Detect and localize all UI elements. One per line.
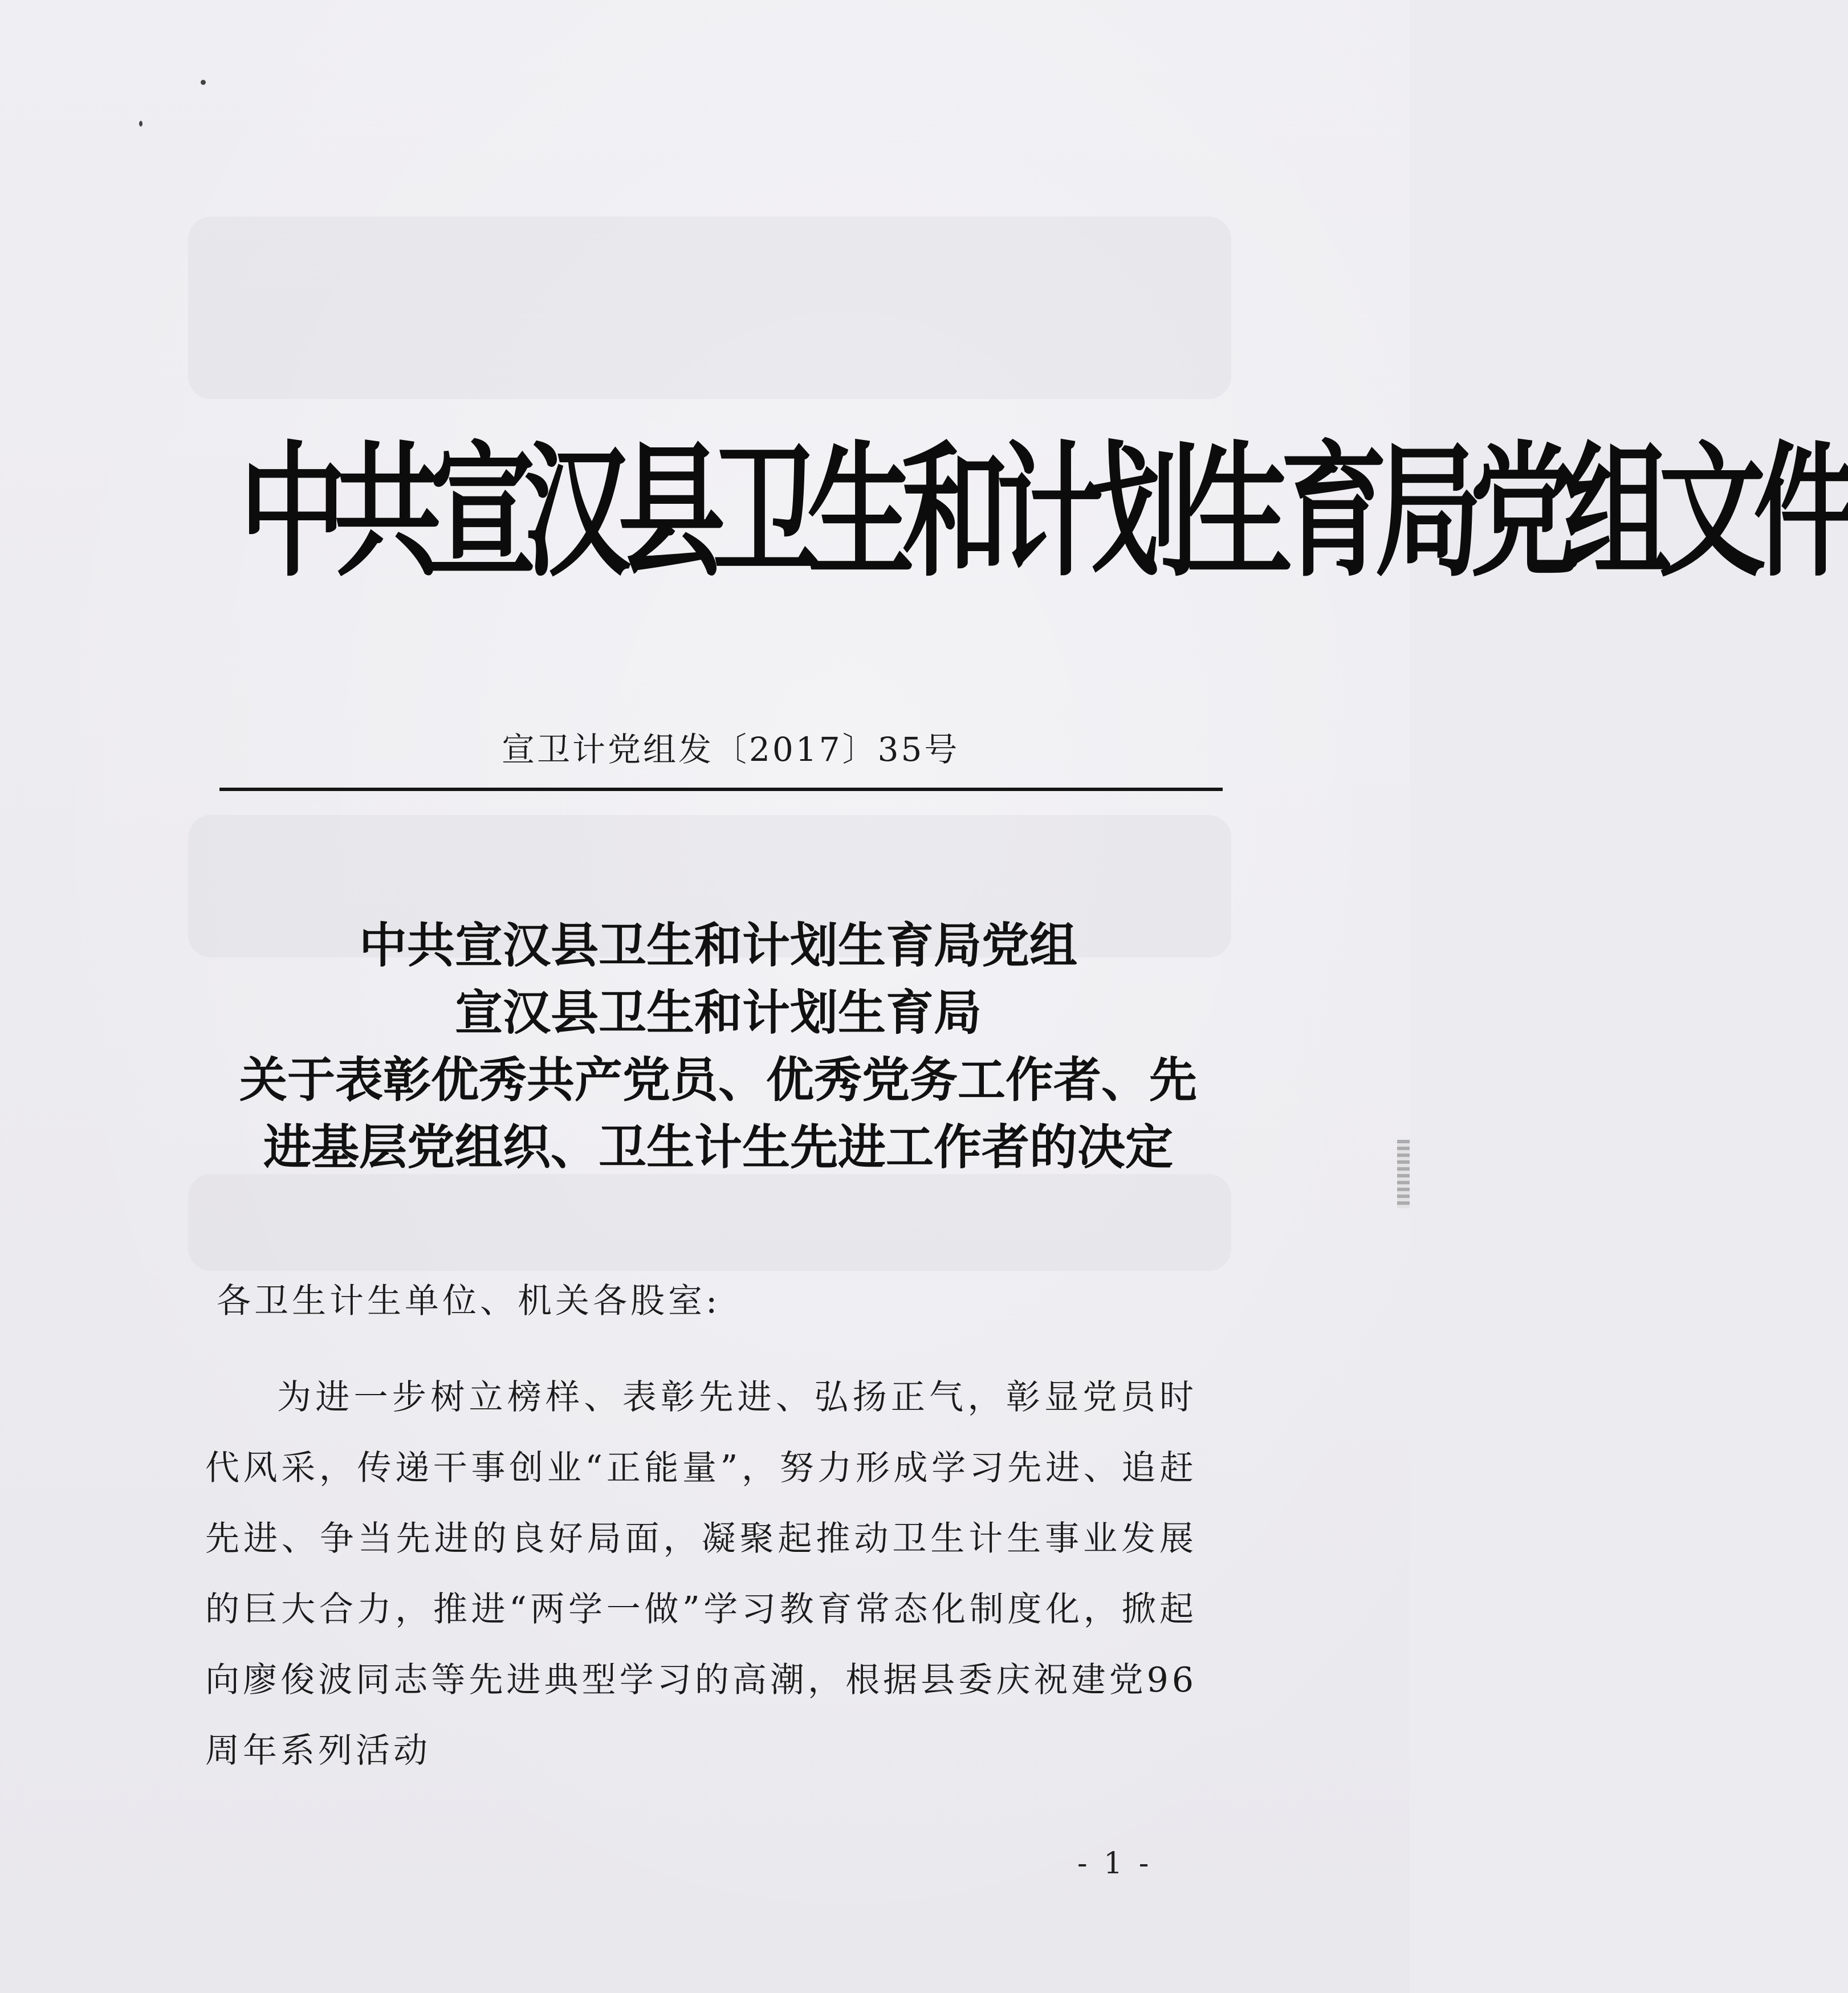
- scan-speck: [201, 80, 206, 85]
- scan-shadow-band: [188, 217, 1231, 399]
- document-title-line: 进基层党组织、卫生计生先进工作者的决定: [263, 1119, 1173, 1175]
- scan-shadow-band: [188, 1174, 1231, 1271]
- scan-speck: [139, 121, 143, 127]
- body-paragraph: 为进一步树立榜样、表彰先进、弘扬正气，彰显党员时代风采，传递干事创业“正能量”，努力形成学习先进、追赶先进、争当先进的良好局面，凝聚起推动卫生计生事业发展的巨大合力，推进“两学一做”学习教育常态化制度化，掀起向廖俊波同志等先进典型学习的高潮，根据县委庆祝建党96周年系列活动: [205, 1377, 1197, 1771]
- document-title-line: 中共宣汉县卫生和计划生育局党组: [359, 917, 1077, 973]
- addressee-line: 各卫生计生单位、机关各股室:: [217, 1281, 721, 1321]
- page-number: - 1 -: [1077, 1847, 1153, 1881]
- issuer-header-title: 中共宣汉县卫生和计划生育局党组文件: [239, 428, 1848, 597]
- scan-edge-marker: [1397, 1140, 1410, 1208]
- document-title-line: 宣汉县卫生和计划生育局: [454, 984, 982, 1041]
- document-title: [217, 912, 1220, 1181]
- document-number: 宣卫计党组发〔2017〕35号: [502, 730, 960, 769]
- header-separator-line: [219, 788, 1223, 791]
- document-title-line: 关于表彰优秀共产党员、优秀党务工作者、先: [239, 1051, 1197, 1108]
